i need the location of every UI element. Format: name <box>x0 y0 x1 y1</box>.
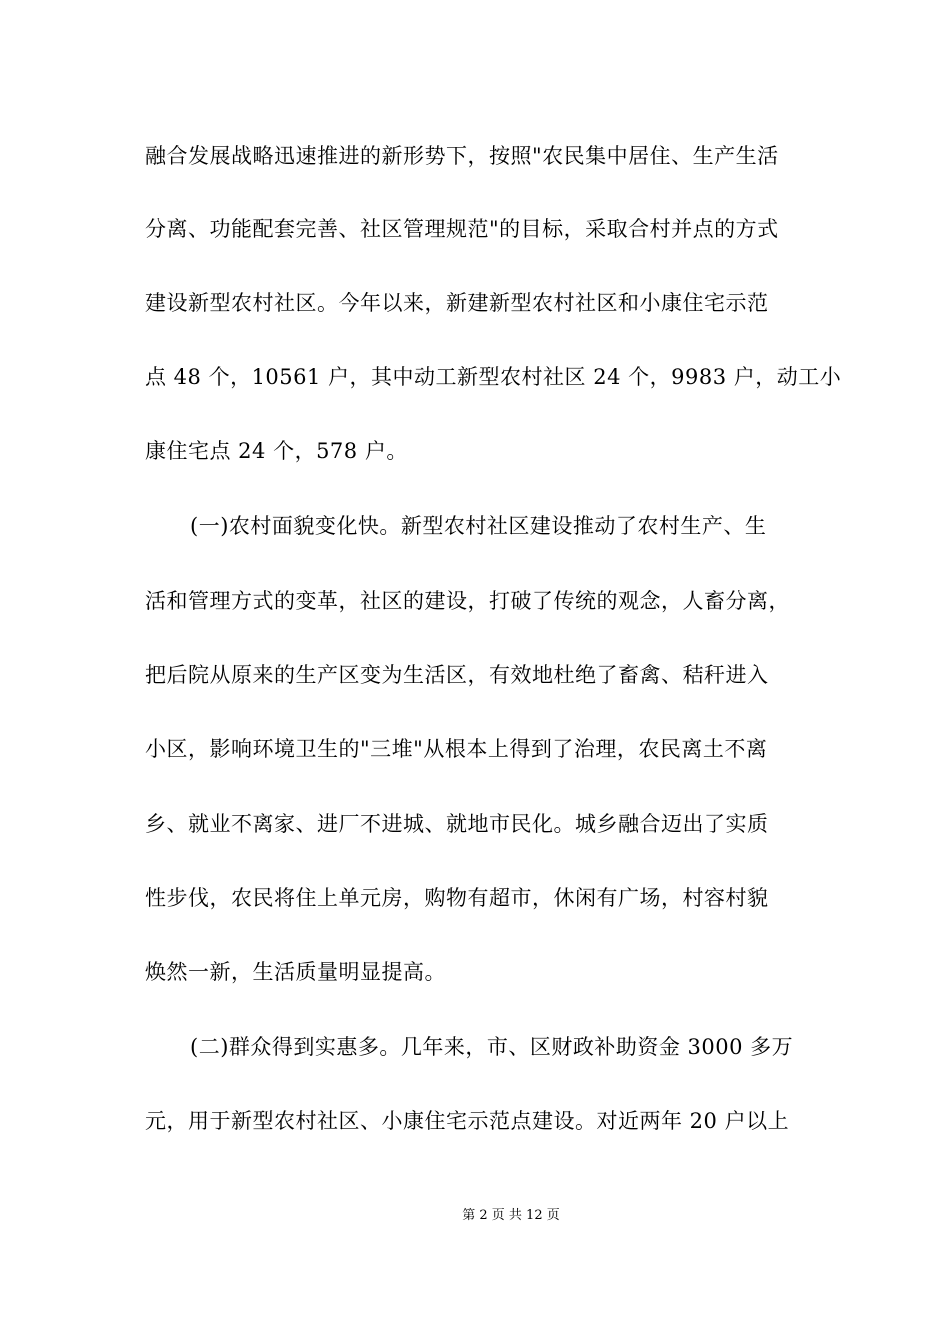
page-footer: 第 2 页 共 12 页 <box>462 1208 560 1223</box>
paragraph-heading-2: (二)群众得到实惠多。几年来，市、区财政补助资金 3000 多万 <box>190 1035 794 1059</box>
text-line: 小区，影响环境卫生的"三堆"从根本上得到了治理，农民离土不离 <box>145 737 768 761</box>
text-line: 元，用于新型农村社区、小康住宅示范点建设。对近两年 20 户以上 <box>145 1109 790 1133</box>
text-line: 焕然一新，生活质量明显提高。 <box>145 960 446 984</box>
text-line: 性步伐，农民将住上单元房，购物有超市，休闲有广场，村容村貌 <box>145 886 769 910</box>
text-line: 分离、功能配套完善、社区管理规范"的目标，采取合村并点的方式 <box>145 217 779 241</box>
text-line: 融合发展战略迅速推进的新形势下，按照"农民集中居住、生产生活 <box>145 144 779 168</box>
text-line: 活和管理方式的变革，社区的建设，打破了传统的观念，人畜分离， <box>145 589 790 613</box>
text-line: 乡、就业不离家、进厂不进城、就地市民化。城乡融合迈出了实质 <box>145 812 769 836</box>
text-line: 康住宅点 24 个，578 户。 <box>145 439 408 463</box>
text-line: 点 48 个，10561 户，其中动工新型农村社区 24 个，9983 户，动工小 <box>145 365 842 389</box>
text-line: 把后院从原来的生产区变为生活区，有效地杜绝了畜禽、秸秆进入 <box>145 663 769 687</box>
paragraph-heading-1: (一)农村面貌变化快。新型农村社区建设推动了农村生产、生 <box>190 514 767 538</box>
text-line: 建设新型农村社区。今年以来，新建新型农村社区和小康住宅示范 <box>145 291 769 315</box>
